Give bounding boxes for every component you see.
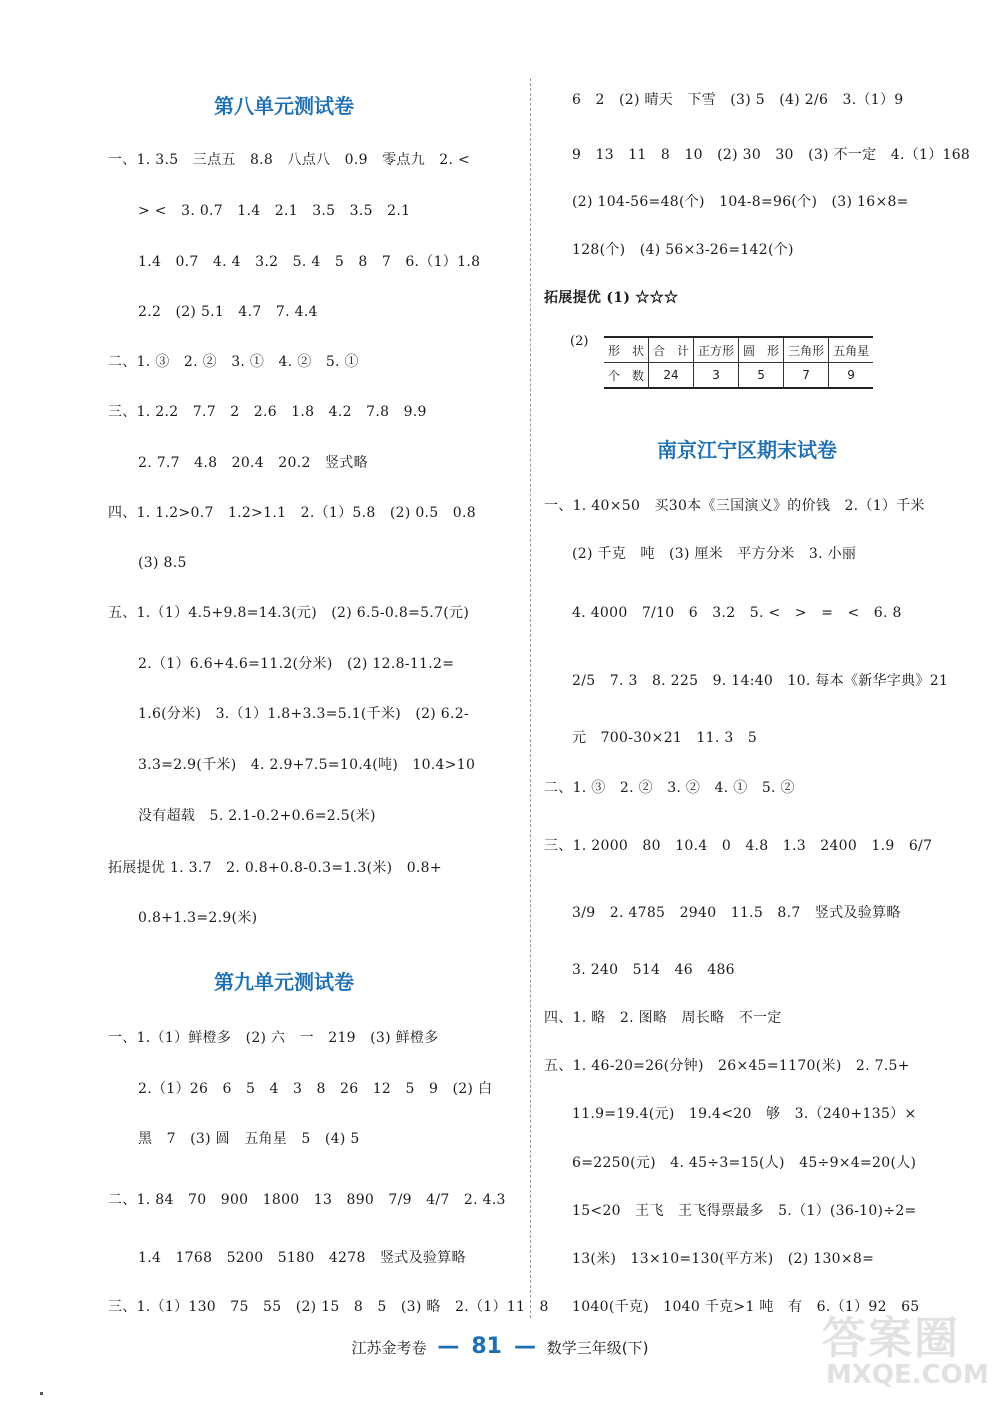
page-number: 81 [471, 1334, 502, 1359]
extension-heading: 拓展提优 (1) ☆☆☆ [544, 290, 679, 306]
answer-line: 三、1.（1）130 75 55 (2) 15 8 5 (3) 略 2.（1）11 8 [108, 1299, 549, 1315]
table-header-cell: 形 状 [604, 337, 649, 363]
answer-line: 一、1.（1）鲜橙多 (2) 六 一 219 (3) 鲜橙多 [108, 1030, 439, 1046]
answer-line: 2.（1）6.6+4.6=11.2(分米) (2) 12.8-11.2= [138, 656, 455, 672]
footer-book-title: 江苏金考卷 [351, 1339, 427, 1357]
answer-line: 6=2250(元) 4. 45÷3=15(人) 45÷9×4=20(人) [572, 1155, 917, 1171]
answer-line: 2. 7.7 4.8 20.4 20.2 竖式略 [138, 455, 368, 471]
corner-mark [40, 1392, 43, 1395]
final-exam-title: 南京江宁区期末试卷 [657, 438, 837, 462]
answer-line: 黑 7 (3) 圆 五角星 5 (4) 5 [138, 1131, 360, 1147]
answer-line: 6 2 (2) 晴天 下雪 (3) 5 (4) 2/6 3.（1）9 [572, 92, 904, 108]
table-header-cell: 合 计 [649, 337, 694, 363]
answer-line: 2.2 (2) 5.1 4.7 7. 4.4 [138, 304, 318, 320]
table-header-cell: 三角形 [784, 337, 829, 363]
answer-line: 四、1. 略 2. 图略 周长略 不一定 [544, 1010, 782, 1026]
answer-line: 一、1. 3.5 三点五 8.8 八点八 0.9 零点九 2. < [108, 152, 471, 168]
site-watermark [822, 1302, 992, 1402]
answer-line: (3) 8.5 [138, 555, 187, 571]
answer-line: 2/5 7. 3 8. 225 9. 14:40 10. 每本《新华字典》21 [572, 673, 949, 689]
answer-line: 二、1. 84 70 900 1800 13 890 7/9 4/7 2. 4.3 [108, 1192, 506, 1208]
answer-line: 13(米) 13×10=130(平方米) (2) 130×8= [572, 1251, 875, 1267]
answer-line: 1.6(分米) 3.（1）1.8+3.3=5.1(千米) (2) 6.2- [138, 706, 470, 722]
table-cell: 5 [739, 363, 784, 389]
answer-line: 没有超载 5. 2.1-0.2+0.6=2.5(米) [138, 808, 376, 824]
answer-line: 元 700-30×21 11. 3 5 [572, 730, 758, 746]
footer-subject: 数学三年级(下) [546, 1339, 649, 1357]
answer-line: 三、1. 2000 80 10.4 0 4.8 1.3 2400 1.9 6/7 [544, 838, 933, 854]
table-header-cell: 圆 形 [739, 337, 784, 363]
answer-line: > < 3. 0.7 1.4 2.1 3.5 3.5 2.1 [138, 203, 411, 219]
answer-line: 11.9=19.4(元) 19.4<20 够 3.（240+135）× [572, 1106, 917, 1122]
answer-line: (2) 104-56=48(个) 104-8=96(个) (3) 16×8= [572, 194, 909, 210]
answer-line: 二、1. ③ 2. ② 3. ② 4. ① 5. ② [544, 780, 795, 796]
table-cell: 7 [784, 363, 829, 389]
answer-line: 五、1. 46-20=26(分钟) 26×45=1170(米) 2. 7.5+ [544, 1058, 910, 1074]
shape-count-table [604, 336, 873, 389]
answer-line: 五、1.（1）4.5+9.8=14.3(元) (2) 6.5-0.8=5.7(元) [108, 605, 470, 621]
answer-line: 一、1. 40×50 买30本《三国演义》的价钱 2.（1）千米 [544, 498, 925, 514]
answer-line: 2.（1）26 6 5 4 3 8 26 12 5 9 (2) 白 [138, 1081, 493, 1097]
watermark-logo-text: 答案圈 [822, 1313, 960, 1364]
table-cell: 3 [694, 363, 739, 389]
table-cell: 9 [829, 363, 874, 389]
table-row [604, 337, 873, 363]
answer-line: 二、1. ③ 2. ② 3. ① 4. ② 5. ① [108, 354, 359, 370]
table-row [604, 363, 873, 389]
table-cell: 24 [649, 363, 694, 389]
answer-line: 3. 240 514 46 486 [572, 962, 735, 978]
answer-line: 4. 4000 7/10 6 3.2 5. < > = < 6. 8 [572, 605, 902, 621]
answer-line: 四、1. 1.2>0.7 1.2>1.1 2.（1）5.8 (2) 0.5 0.8 [108, 505, 476, 521]
unit8-title: 第八单元测试卷 [214, 94, 354, 118]
page-footer: 江苏金考卷 — 81 — 数学三年级(下) [351, 1334, 649, 1359]
unit9-title: 第九单元测试卷 [214, 970, 354, 994]
watermark-url: MXQE.COM [826, 1360, 989, 1390]
column-divider [530, 78, 531, 1318]
answer-line: 1.4 0.7 4. 4 3.2 5. 4 5 8 7 6.（1）1.8 [138, 254, 481, 270]
answer-line: 3.3=2.9(千米) 4. 2.9+7.5=10.4(吨) 10.4>10 [138, 757, 476, 773]
answer-line: 三、1. 2.2 7.7 2 2.6 1.8 4.2 7.8 9.9 [108, 404, 427, 420]
answer-line: 9 13 11 8 10 (2) 30 30 (3) 不一定 4.（1）168 [572, 147, 971, 163]
answer-line: (2) 千克 吨 (3) 厘米 平方分米 3. 小丽 [572, 546, 857, 562]
answer-line: 3/9 2. 4785 2940 11.5 8.7 竖式及验算略 [572, 905, 901, 921]
table-header-cell: 正方形 [694, 337, 739, 363]
table-cell: 个 数 [608, 368, 645, 383]
table-header-cell: 五角星 [829, 337, 874, 363]
answer-line: 拓展提优 1. 3.7 2. 0.8+0.8-0.3=1.3(米) 0.8+ [108, 860, 442, 876]
table-label: (2) [570, 334, 589, 349]
answer-line: 1040(千克) 1040 千克>1 吨 有 6.（1）92 65 [572, 1299, 920, 1315]
answer-line: 128(个) (4) 56×3-26=142(个) [572, 242, 794, 258]
answer-line: 1.4 1768 5200 5180 4278 竖式及验算略 [138, 1250, 466, 1266]
answer-line: 15<20 王飞 王飞得票最多 5.（1）(36-10)÷2= [572, 1203, 917, 1219]
answer-line: 0.8+1.3=2.9(米) [138, 910, 258, 926]
